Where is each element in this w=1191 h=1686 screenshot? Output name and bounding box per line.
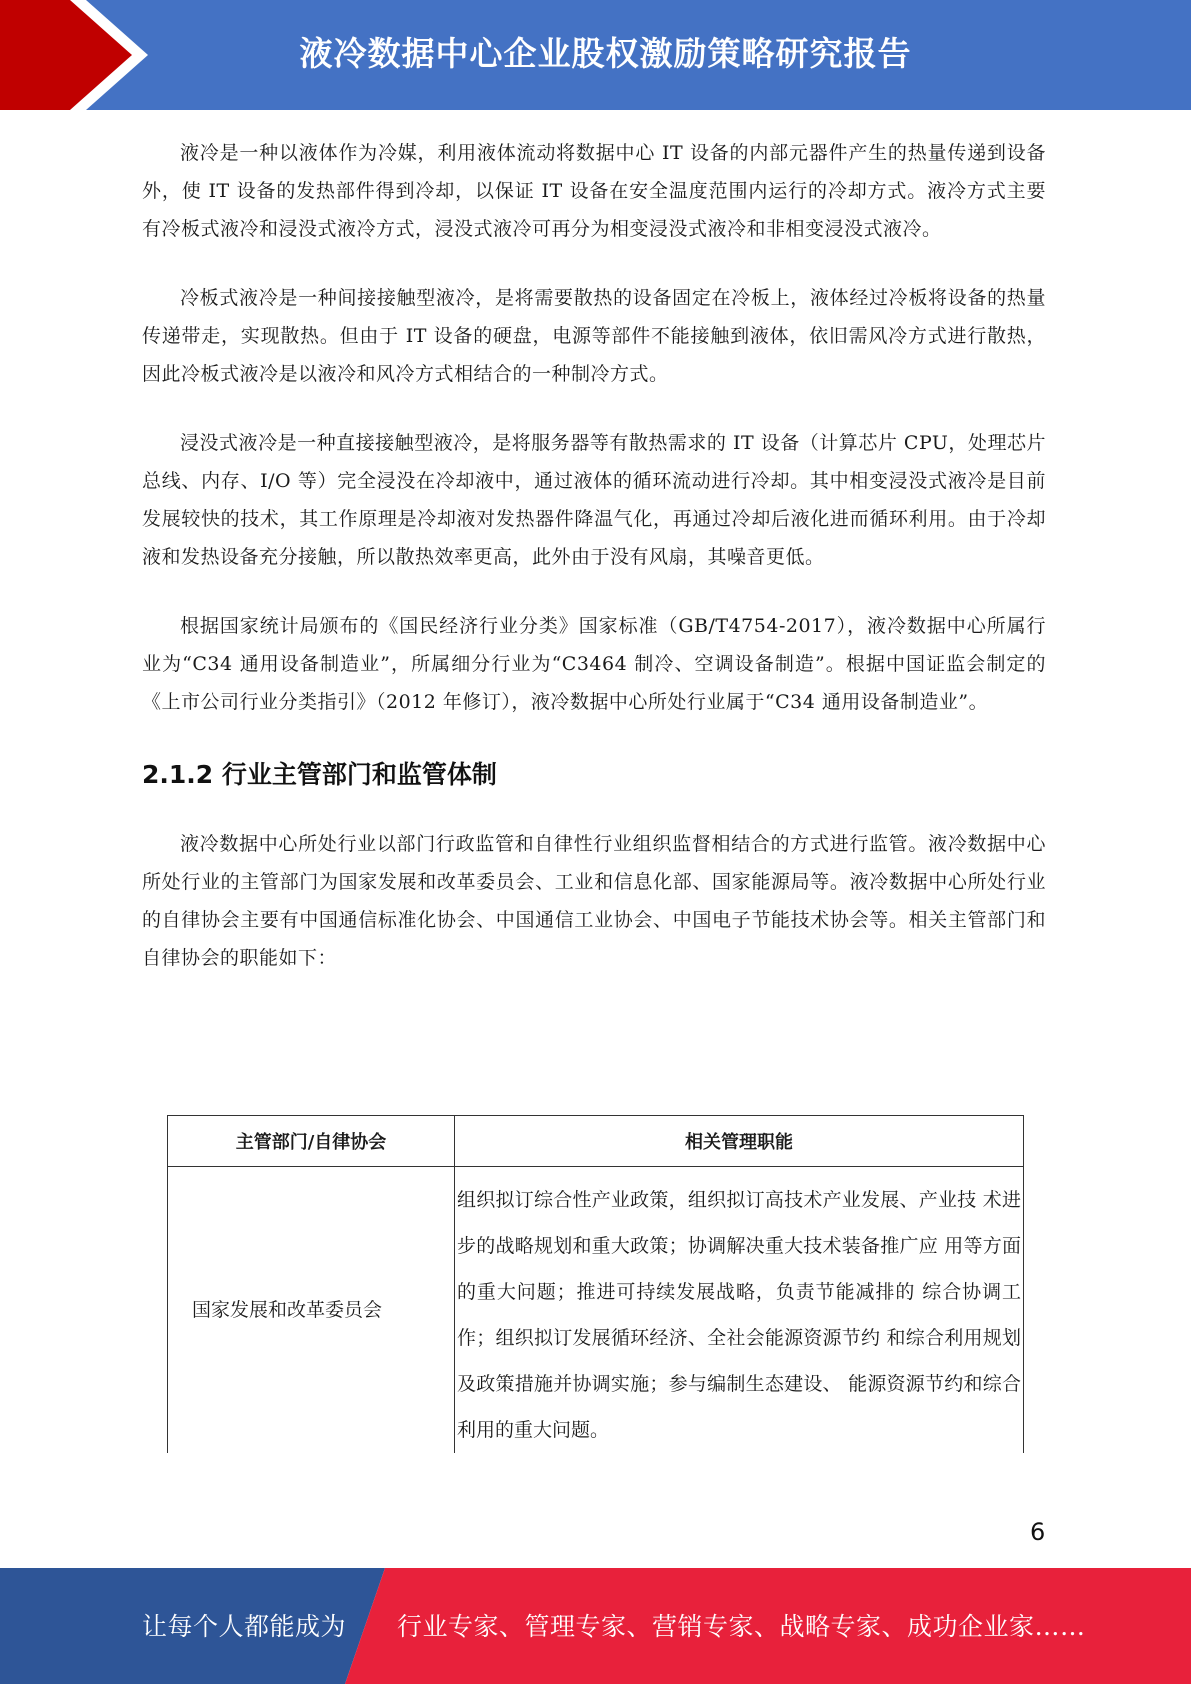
table-row xyxy=(168,1167,1024,1454)
table-header-duties: 相关管理职能 xyxy=(455,1116,1024,1167)
footer-slogan-right: 行业专家、管理专家、营销专家、战略专家、成功企业家…… xyxy=(397,1612,1086,1641)
page-number: 6 xyxy=(1030,1518,1046,1546)
footer-slogan-left: 让每个人都能成为 xyxy=(142,1612,347,1641)
table-cell-department: 国家发展和改革委员会 xyxy=(168,1167,455,1454)
paragraph-cold-plate: 冷板式液冷是一种间接接触型液冷，是将需要散热的设备固定在冷板上，液体经过冷板将设备的热量传递带走，实现散热。但由于 IT 设备的硬盘，电源等部件不能接触到液体，依旧需风冷方式进行散热，因此冷板式液冷是以液冷和风冷方式相结合的一种制冷方式。 xyxy=(142,287,1046,385)
header-arrow-icon xyxy=(0,0,160,110)
report-footer xyxy=(0,1568,1191,1684)
paragraph-liquid-cooling-intro: 液冷是一种以液体作为冷媒，利用液体流动将数据中心 IT 设备的内部元器件产生的热量传递到设备外，使 IT 设备的发热部件得到冷却，以保证 IT 设备在安全温度范围内运行的冷却方式。液冷方式主要有冷板式液冷和浸没式液冷方式，浸没式液冷可再分为相变浸没式液冷和非相变浸没式液冷。 xyxy=(142,142,1046,240)
paragraph-industry-classification: 根据国家统计局颁布的《国民经济行业分类》国家标准（GB/T4754-2017），液冷数据中心所属行业为“C34 通用设备制造业”，所属细分行业为“C3464 制冷、空调设备制造”。根据中国证监会制定的《上市公司行业分类指引》（2012 年修订），液冷数据中心所处行业属于“C34 通用设备制造业”。 xyxy=(142,615,1046,713)
paragraph-regulatory: 液冷数据中心所处行业以部门行政监管和自律性行业组织监督相结合的方式进行监管。液冷数据中心所处行业的主管部门为国家发展和改革委员会、工业和信息化部、国家能源局等。液冷数据中心所处行业的自律协会主要有中国通信标准化协会、中国通信工业协会、中国电子节能技术协会等。相关主管部门和自律协会的职能如下： xyxy=(142,833,1046,969)
main-content xyxy=(142,134,1046,1008)
regulator-duty-table xyxy=(167,1115,1024,1453)
report-title: 液冷数据中心企业股权激励策略研究报告 xyxy=(299,34,912,73)
table-header-row xyxy=(168,1116,1024,1167)
section-heading: 2.1.2 行业主管部门和监管体制 xyxy=(142,760,497,789)
report-header xyxy=(0,0,1191,110)
table-header-department: 主管部门/自律协会 xyxy=(168,1116,455,1167)
table-cell-duties: 组织拟订综合性产业政策，组织拟订高技术产业发展、产业技 术进步的战略规划和重大政策；协调解决重大技术装备推广应 用等方面的重大问题；推进可持续发展战略，负责节能减排的 综合协调工作；组织拟订发展循环经济、全社会能源资源节约 和综合利用规划及政策措施并协调实施；参与编制生态建设、 能源资源节约和综合利用的重大问题。 xyxy=(455,1167,1024,1454)
paragraph-immersion: 浸没式液冷是一种直接接触型液冷，是将服务器等有散热需求的 IT 设备（计算芯片 CPU，处理芯片总线、内存、I/O 等）完全浸没在冷却液中，通过液体的循环流动进行冷却。其中相变浸没式液冷是目前发展较快的技术，其工作原理是冷却液对发热器件降温气化，再通过冷却后液化进而循环利用。由于冷却液和发热设备充分接触，所以散热效率更高，此外由于没有风扇，其噪音更低。 xyxy=(142,432,1046,568)
